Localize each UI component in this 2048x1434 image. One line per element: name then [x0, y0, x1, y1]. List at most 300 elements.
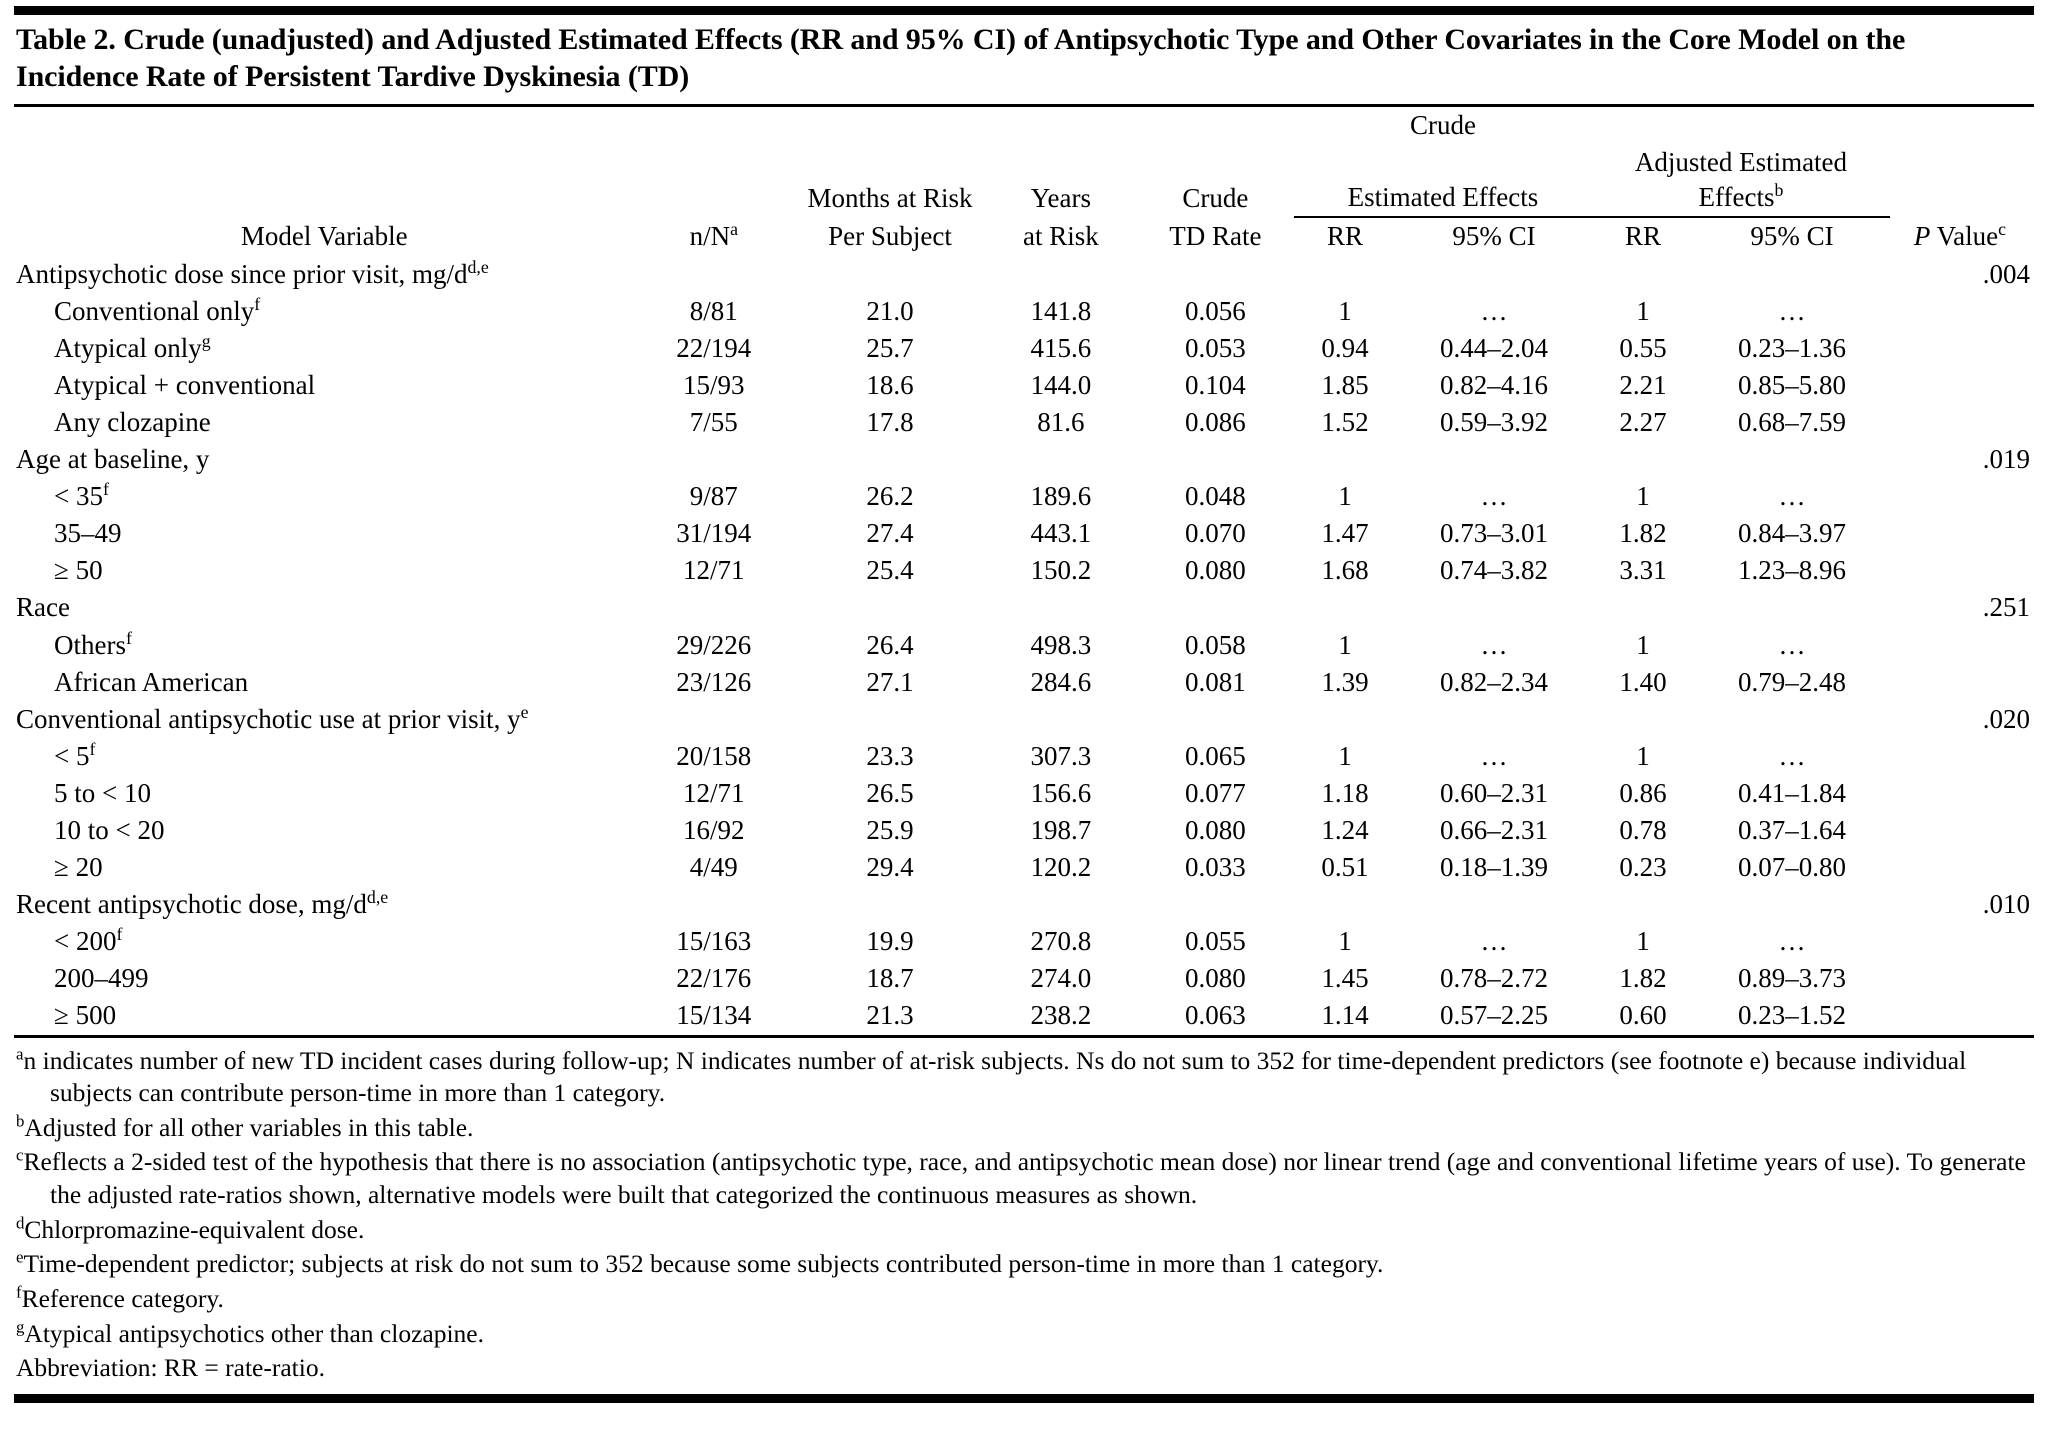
bottom-rule — [14, 1394, 2034, 1403]
cell-crude-td-rate — [1137, 441, 1294, 478]
cell-rr-crude — [1294, 886, 1396, 923]
cell-months-at-risk: 17.8 — [866, 406, 914, 437]
cell-ci-crude — [1396, 589, 1592, 626]
footnote-text: n indicates number of new TD incident cases during follow-up; N indicates number of at-risk subjects. Ns do not sum to 352 for time-dependent predictors (see footnote e) because individual subjects can contribute person-time in more than 1 category. — [23, 1045, 1967, 1108]
footnote — [16, 1145, 2032, 1212]
cell-rr-adjusted: 1 — [1636, 740, 1650, 771]
cell-years-at-risk: 270.8 — [1030, 926, 1092, 957]
cell-ci-crude — [1396, 256, 1592, 293]
cell-rr-adjusted: 1.82 — [1619, 963, 1667, 994]
cell-months-at-risk — [795, 441, 985, 478]
cell-p-value — [1890, 960, 2034, 997]
table-section-row — [14, 589, 2034, 626]
cell-ci-crude: … — [1480, 740, 1508, 771]
table-row — [14, 367, 2034, 404]
cell-rr-adjusted: 1.82 — [1619, 518, 1667, 549]
top-rule — [14, 6, 2034, 15]
footnote-marker: e — [16, 1247, 24, 1267]
row-label-sup: g — [201, 330, 211, 351]
cell-p-value — [1890, 923, 2034, 960]
table-row — [14, 478, 2034, 515]
row-label-text: Conventional only — [54, 295, 255, 326]
cell-rr-crude: 1.85 — [1321, 369, 1369, 400]
table-row — [14, 552, 2034, 589]
cell-months-at-risk: 29.4 — [866, 852, 914, 883]
cell-crude-td-rate: 0.080 — [1185, 963, 1246, 994]
cell-ci-adjusted — [1694, 886, 1890, 923]
cell-n-over-N: 12/71 — [683, 777, 745, 808]
cell-rr-crude: 0.51 — [1321, 852, 1369, 883]
cell-ci-crude — [1396, 441, 1592, 478]
cell-ci-adjusted: … — [1778, 629, 1806, 660]
table-row — [14, 960, 2034, 997]
cell-months-at-risk: 21.3 — [866, 1000, 914, 1031]
footnote — [16, 1044, 2032, 1111]
cell-crude-td-rate: 0.048 — [1185, 481, 1246, 512]
cell-n-over-N: 9/87 — [689, 481, 738, 512]
cell-ci-crude: … — [1480, 295, 1508, 326]
cell-p-value — [1890, 330, 2034, 367]
cell-crude-td-rate: 0.033 — [1185, 852, 1246, 883]
header-years-line2: at Risk — [1022, 221, 1099, 252]
cell-years-at-risk: 189.6 — [1030, 481, 1092, 512]
cell-rr-crude: 1 — [1338, 629, 1352, 660]
cell-crude-td-rate: 0.056 — [1185, 295, 1246, 326]
cell-rr-adjusted: 1 — [1636, 629, 1650, 660]
header-months-line2: Per Subject — [828, 221, 952, 252]
row-label-text: < 200 — [54, 926, 117, 957]
cell-years-at-risk — [985, 886, 1137, 923]
cell-ci-crude: 0.74–3.82 — [1440, 555, 1549, 586]
cell-crude-td-rate — [1137, 589, 1294, 626]
footnote — [16, 1247, 2032, 1282]
cell-rr-crude: 1 — [1338, 926, 1352, 957]
cell-years-at-risk: 498.3 — [1030, 629, 1092, 660]
cell-p-value — [1890, 738, 2034, 775]
row-label-sup: f — [125, 627, 132, 648]
cell-p-value — [1890, 627, 2034, 664]
cell-ci-adjusted: 0.23–1.36 — [1738, 332, 1847, 363]
cell-months-at-risk — [795, 701, 985, 738]
cell-n-over-N — [633, 886, 796, 923]
cell-rr-adjusted — [1592, 701, 1694, 738]
footnote-body — [16, 1112, 2032, 1145]
header-n-over-N-label: n/N — [689, 221, 731, 252]
cell-crude-td-rate: 0.058 — [1185, 629, 1246, 660]
cell-rr-crude: 1.52 — [1321, 406, 1369, 437]
cell-ci-adjusted: … — [1778, 926, 1806, 957]
cell-p-value — [1890, 293, 2034, 330]
table-header — [14, 107, 2034, 255]
cell-n-over-N — [633, 701, 796, 738]
cell-rr-crude: 1.39 — [1321, 666, 1369, 697]
cell-months-at-risk: 25.4 — [866, 555, 914, 586]
cell-ci-crude: 0.44–2.04 — [1440, 332, 1549, 363]
cell-n-over-N: 29/226 — [676, 629, 752, 660]
footnote-marker: g — [16, 1317, 25, 1337]
cell-rr-adjusted: 0.78 — [1619, 814, 1667, 845]
cell-p-value — [1890, 404, 2034, 441]
header-blank-n-2 — [633, 144, 796, 217]
row-label — [14, 367, 633, 404]
table-section-row — [14, 256, 2034, 293]
cell-months-at-risk: 25.9 — [866, 814, 914, 845]
header-blank-n — [633, 107, 796, 144]
cell-rr-crude: 1.68 — [1321, 555, 1369, 586]
header-p-value-sup: c — [1998, 219, 2007, 240]
header-blank-var-2 — [14, 144, 633, 217]
cell-rr-adjusted: 2.27 — [1619, 406, 1667, 437]
cell-rr-crude: 1.14 — [1321, 1000, 1369, 1031]
cell-rr-adjusted — [1592, 256, 1694, 293]
row-label-sup: d,e — [467, 256, 489, 277]
header-ci-crude: 95% CI — [1452, 221, 1536, 252]
row-label — [14, 293, 633, 330]
table-row — [14, 997, 2034, 1034]
cell-years-at-risk: 150.2 — [1030, 555, 1092, 586]
cell-rr-crude: 1 — [1338, 481, 1352, 512]
cell-crude-td-rate: 0.086 — [1185, 406, 1246, 437]
cell-n-over-N: 16/92 — [683, 814, 745, 845]
table-row — [14, 849, 2034, 886]
header-blank-years — [985, 107, 1137, 144]
table-section-row — [14, 701, 2034, 738]
cell-months-at-risk: 25.7 — [866, 332, 914, 363]
cell-rr-adjusted — [1592, 441, 1694, 478]
cell-ci-adjusted — [1694, 589, 1890, 626]
footnote-body — [16, 1318, 2032, 1351]
cell-years-at-risk: 274.0 — [1030, 963, 1092, 994]
row-label — [14, 515, 633, 552]
cell-crude-td-rate: 0.081 — [1185, 666, 1246, 697]
footnote — [16, 1111, 2032, 1146]
cell-ci-crude: 0.59–3.92 — [1440, 406, 1549, 437]
cell-years-at-risk: 156.6 — [1030, 777, 1092, 808]
row-label — [14, 960, 633, 997]
header-p-value — [1890, 217, 2034, 255]
cell-ci-adjusted: 0.37–1.64 — [1738, 814, 1847, 845]
table-row — [14, 812, 2034, 849]
cell-ci-adjusted: … — [1778, 481, 1806, 512]
cell-ci-adjusted: 0.85–5.80 — [1738, 369, 1847, 400]
cell-ci-crude: 0.66–2.31 — [1440, 814, 1549, 845]
cell-years-at-risk: 120.2 — [1030, 852, 1092, 883]
cell-n-over-N: 15/163 — [676, 926, 752, 957]
footnote-marker: f — [16, 1282, 22, 1302]
cell-years-at-risk: 141.8 — [1030, 295, 1092, 326]
section-label — [14, 886, 633, 923]
cell-years-at-risk — [985, 256, 1137, 293]
table-section-row — [14, 886, 2034, 923]
header-n-over-N-sup: a — [730, 219, 738, 240]
cell-years-at-risk — [985, 589, 1137, 626]
footnote — [16, 1282, 2032, 1317]
cell-years-at-risk: 443.1 — [1030, 518, 1092, 549]
row-label-text: 200–499 — [54, 963, 149, 994]
table-row — [14, 515, 2034, 552]
row-label-text: Others — [54, 629, 126, 660]
cell-months-at-risk — [795, 589, 985, 626]
cell-rr-crude — [1294, 441, 1396, 478]
header-p-word: Value — [1936, 221, 1999, 252]
cell-months-at-risk: 27.1 — [866, 666, 914, 697]
cell-crude-td-rate: 0.080 — [1185, 814, 1246, 845]
cell-rr-adjusted: 1.40 — [1619, 666, 1667, 697]
cell-ci-adjusted: 0.84–3.97 — [1738, 518, 1847, 549]
cell-rr-adjusted: 0.23 — [1619, 852, 1667, 883]
cell-ci-crude: 0.78–2.72 — [1440, 963, 1549, 994]
cell-crude-td-rate: 0.070 — [1185, 518, 1246, 549]
row-label-text: ≥ 20 — [54, 852, 103, 883]
row-label-sup: f — [254, 293, 261, 314]
cell-p-value — [1890, 812, 2034, 849]
cell-n-over-N — [633, 441, 796, 478]
cell-years-at-risk — [985, 441, 1137, 478]
cell-crude-td-rate: 0.104 — [1185, 369, 1246, 400]
header-group-crude-sub-label: Estimated Effects — [1347, 182, 1539, 213]
cell-months-at-risk: 26.4 — [866, 629, 914, 660]
header-group-adjusted-sup: b — [1774, 180, 1784, 201]
cell-crude-td-rate: 0.077 — [1185, 777, 1246, 808]
cell-years-at-risk: 284.6 — [1030, 666, 1092, 697]
cell-years-at-risk: 307.3 — [1030, 740, 1092, 771]
row-label-text: 35–49 — [54, 518, 122, 549]
cell-ci-adjusted: 0.07–0.80 — [1738, 852, 1847, 883]
cell-n-over-N: 12/71 — [683, 555, 745, 586]
cell-crude-td-rate — [1137, 256, 1294, 293]
cell-rr-crude — [1294, 701, 1396, 738]
cell-months-at-risk: 26.2 — [866, 481, 914, 512]
row-label-text: ≥ 50 — [54, 555, 103, 586]
header-months-line1: Months at Risk — [807, 183, 973, 214]
cell-p-value — [1890, 367, 2034, 404]
header-crude-line1: Crude — [1182, 183, 1249, 214]
cell-rr-crude: 1.18 — [1321, 777, 1369, 808]
cell-ci-adjusted: 0.41–1.84 — [1738, 777, 1847, 808]
cell-ci-adjusted: 0.89–3.73 — [1738, 963, 1847, 994]
cell-months-at-risk: 19.9 — [866, 926, 914, 957]
row-label — [14, 404, 633, 441]
cell-ci-crude — [1396, 886, 1592, 923]
cell-rr-adjusted: 1 — [1636, 295, 1650, 326]
table-row — [14, 330, 2034, 367]
footnote-text: Reflects a 2-sided test of the hypothesis that there is no association (antipsychotic type, race, and antipsychotic mean dose) nor linear trend (age and conventional lifetime years of use). To generate the adjusted rate-ratios shown, alternative models were built that categorized the continuous measures as shown. — [23, 1147, 2026, 1210]
row-label-text: Race — [16, 592, 70, 623]
row-label-text: ≥ 500 — [54, 1000, 117, 1031]
cell-rr-crude: 1.45 — [1321, 963, 1369, 994]
cell-p-value — [1890, 849, 2034, 886]
footnote-body — [16, 1214, 2032, 1247]
footnote-body — [16, 1045, 2032, 1110]
cell-months-at-risk: 26.5 — [866, 777, 914, 808]
section-label — [14, 701, 633, 738]
cell-ci-crude: 0.57–2.25 — [1440, 1000, 1549, 1031]
header-labels-row — [14, 217, 2034, 255]
row-label — [14, 812, 633, 849]
row-label — [14, 849, 633, 886]
cell-ci-crude: 0.82–2.34 — [1440, 666, 1549, 697]
row-label-text: Conventional antipsychotic use at prior visit, y — [16, 703, 521, 734]
row-label-sup: f — [116, 924, 123, 945]
cell-rr-crude: 0.94 — [1321, 332, 1369, 363]
cell-rr-crude — [1294, 256, 1396, 293]
cell-p-value — [1890, 515, 2034, 552]
cell-rr-crude — [1294, 589, 1396, 626]
cell-rr-adjusted — [1592, 886, 1694, 923]
cell-ci-crude: 0.18–1.39 — [1440, 852, 1549, 883]
table-row — [14, 664, 2034, 701]
cell-ci-adjusted: 0.68–7.59 — [1738, 406, 1847, 437]
section-label — [14, 589, 633, 626]
cell-ci-crude: … — [1480, 629, 1508, 660]
cell-p-value — [1890, 478, 2034, 515]
row-label-sup: f — [89, 738, 96, 759]
cell-p-value — [1890, 775, 2034, 812]
cell-ci-adjusted: … — [1778, 740, 1806, 771]
cell-ci-crude: 0.82–4.16 — [1440, 369, 1549, 400]
cell-rr-adjusted — [1592, 589, 1694, 626]
cell-n-over-N: 4/49 — [689, 852, 738, 883]
header-crude-line2: TD Rate — [1169, 221, 1262, 252]
cell-ci-adjusted: … — [1778, 295, 1806, 326]
table-section-row — [14, 441, 2034, 478]
row-label-text: Any clozapine — [54, 406, 211, 437]
row-label-sup: d,e — [366, 887, 389, 908]
header-ci-adjusted: 95% CI — [1750, 221, 1834, 252]
cell-ci-adjusted — [1694, 701, 1890, 738]
table-row — [14, 923, 2034, 960]
cell-rr-adjusted: 0.86 — [1619, 777, 1667, 808]
footnote-body — [16, 1146, 2032, 1211]
cell-ci-crude: … — [1480, 481, 1508, 512]
row-label-text: 5 to < 10 — [54, 777, 151, 808]
cell-n-over-N: 22/176 — [676, 963, 752, 994]
row-label-text: Age at baseline, y — [16, 444, 210, 475]
header-group-crude — [1294, 107, 1592, 144]
cell-rr-adjusted: 1 — [1636, 481, 1650, 512]
header-blank-p-2 — [1890, 144, 2034, 217]
row-label-text: Atypical + conventional — [54, 369, 316, 400]
cell-p-value: .004 — [1982, 258, 2030, 289]
header-p-italic: P — [1913, 221, 1931, 252]
footnote-marker: c — [16, 1145, 24, 1165]
cell-p-value: .020 — [1982, 703, 2030, 734]
footnote-marker: a — [16, 1044, 24, 1064]
cell-n-over-N — [633, 256, 796, 293]
header-model-variable — [14, 217, 633, 255]
footnote — [16, 1317, 2032, 1352]
header-group-row-2 — [14, 144, 2034, 217]
row-label-text: < 35 — [54, 481, 103, 512]
footnote-marker: d — [16, 1213, 25, 1233]
section-label — [14, 256, 633, 293]
cell-months-at-risk: 18.7 — [866, 963, 914, 994]
cell-months-at-risk: 27.4 — [866, 518, 914, 549]
cell-p-value — [1890, 997, 2034, 1034]
cell-n-over-N: 22/194 — [676, 332, 752, 363]
cell-months-at-risk — [795, 886, 985, 923]
footnote — [16, 1213, 2032, 1248]
cell-ci-adjusted: 0.23–1.52 — [1738, 1000, 1847, 1031]
cell-rr-crude: 1.24 — [1321, 814, 1369, 845]
cell-p-value: .019 — [1982, 444, 2030, 475]
cell-ci-adjusted: 1.23–8.96 — [1738, 555, 1847, 586]
cell-years-at-risk: 238.2 — [1030, 1000, 1092, 1031]
table-row — [14, 293, 2034, 330]
cell-years-at-risk: 415.6 — [1030, 332, 1092, 363]
row-label — [14, 552, 633, 589]
table-row — [14, 775, 2034, 812]
cell-rr-adjusted: 3.31 — [1619, 555, 1667, 586]
cell-months-at-risk — [795, 256, 985, 293]
cell-months-at-risk: 23.3 — [866, 740, 914, 771]
cell-ci-adjusted: 0.79–2.48 — [1738, 666, 1847, 697]
table-row — [14, 738, 2034, 775]
row-label — [14, 664, 633, 701]
cell-years-at-risk: 81.6 — [1037, 406, 1085, 437]
footnotes — [14, 1038, 2034, 1394]
cell-rr-adjusted: 0.55 — [1619, 332, 1667, 363]
table-title: Table 2. Crude (unadjusted) and Adjusted Estimated Effects (RR and 95% CI) of Antipsychotic Type and Other Covariates in the Core Model on the Incidence Rate of Persistent Tardive Dyskinesia (TD) — [16, 23, 1906, 93]
cell-ci-crude: 0.73–3.01 — [1440, 518, 1549, 549]
row-label-sup: e — [520, 701, 529, 722]
header-n-over-N — [633, 217, 796, 255]
cell-n-over-N: 20/158 — [676, 740, 752, 771]
row-label-text: 10 to < 20 — [54, 814, 165, 845]
section-label — [14, 441, 633, 478]
row-label-sup: f — [102, 479, 109, 500]
footnote-text: Atypical antipsychotics other than clozapine. — [24, 1318, 484, 1348]
table-page — [0, 6, 2048, 1434]
cell-crude-td-rate: 0.063 — [1185, 1000, 1246, 1031]
abbreviation-note: Abbreviation: RR = rate-ratio. — [16, 1353, 325, 1383]
cell-crude-td-rate: 0.080 — [1185, 555, 1246, 586]
table-body — [14, 256, 2034, 1035]
row-label — [14, 738, 633, 775]
cell-years-at-risk: 144.0 — [1030, 369, 1092, 400]
header-group-adjusted — [1592, 144, 1890, 217]
row-label — [14, 997, 633, 1034]
table-row — [14, 404, 2034, 441]
cell-n-over-N: 15/93 — [683, 369, 745, 400]
cell-n-over-N: 31/194 — [676, 518, 752, 549]
footnote-text: Adjusted for all other variables in this table. — [24, 1112, 474, 1142]
header-blank-rate — [1137, 107, 1294, 144]
cell-rr-adjusted: 2.21 — [1619, 369, 1667, 400]
header-group-adjusted-label: Adjusted Estimated Effects — [1634, 147, 1848, 213]
row-label — [14, 923, 633, 960]
cell-ci-adjusted — [1694, 441, 1890, 478]
cell-months-at-risk: 18.6 — [866, 369, 914, 400]
footnote-text: Chlorpromazine-equivalent dose. — [24, 1214, 365, 1244]
header-blank-p — [1890, 107, 2034, 144]
cell-ci-crude: 0.60–2.31 — [1440, 777, 1549, 808]
cell-rr-adjusted: 0.60 — [1619, 1000, 1667, 1031]
header-rr-crude: RR — [1327, 221, 1364, 252]
footnote-marker: b — [16, 1111, 25, 1131]
header-years-line1: Years — [1030, 183, 1091, 214]
footnote-body — [16, 1248, 2032, 1281]
cell-years-at-risk — [985, 701, 1137, 738]
cell-rr-crude: 1.47 — [1321, 518, 1369, 549]
cell-rr-adjusted: 1 — [1636, 926, 1650, 957]
header-blank-var — [14, 107, 633, 144]
cell-crude-td-rate: 0.065 — [1185, 740, 1246, 771]
row-label — [14, 775, 633, 812]
header-group-crude-sub — [1294, 144, 1592, 217]
row-label-text: Atypical only — [54, 332, 202, 363]
cell-n-over-N: 15/134 — [676, 1000, 752, 1031]
